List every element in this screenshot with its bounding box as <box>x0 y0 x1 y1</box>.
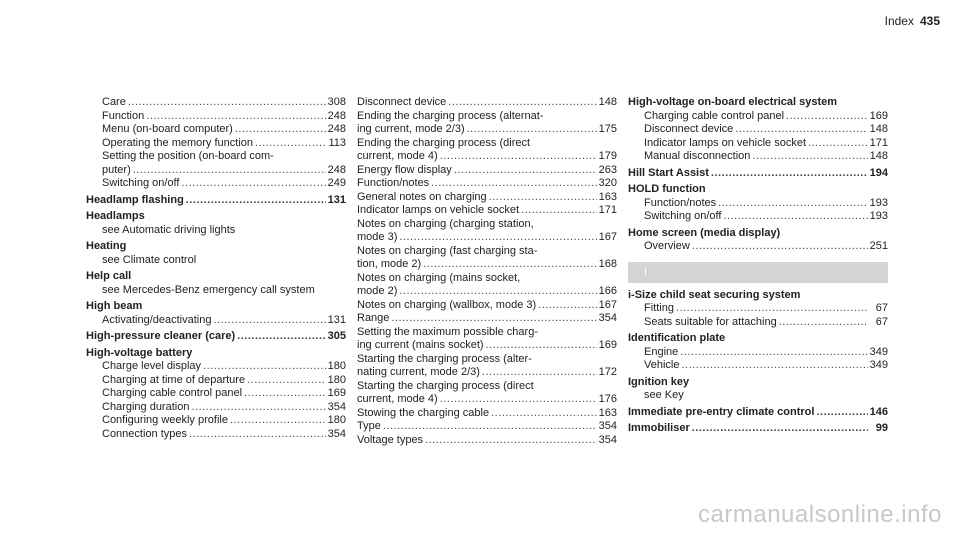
dot-leader <box>399 285 596 299</box>
entry-text: Help call <box>86 270 132 282</box>
index-entry <box>357 326 617 340</box>
entry-text: General notes on charging <box>357 190 487 203</box>
index-entry <box>357 299 617 313</box>
page-ref[interactable]: 251 <box>869 240 888 252</box>
dot-leader <box>189 428 326 442</box>
index-entry <box>628 240 888 254</box>
page-ref[interactable]: 169 <box>327 387 346 399</box>
index-entry <box>357 204 617 218</box>
index-column-2 <box>357 96 617 447</box>
index-heading <box>86 210 346 224</box>
dot-leader <box>247 374 326 388</box>
index-heading <box>628 289 888 303</box>
page-ref[interactable]: 354 <box>327 427 346 440</box>
page-ref[interactable]: 146 <box>869 405 888 418</box>
index-entry <box>357 164 617 178</box>
page-ref[interactable]: 354 <box>327 400 346 413</box>
page-number: 435 <box>919 14 940 28</box>
index-entry <box>86 164 346 178</box>
entry-text: see Climate control <box>102 253 197 266</box>
index-entry <box>86 414 346 428</box>
entry-text: Ignition key <box>628 375 690 388</box>
page-ref[interactable]: 354 <box>598 433 617 446</box>
dot-leader <box>808 137 868 151</box>
page-ref[interactable]: 148 <box>869 150 888 162</box>
entry-text: i-Size child seat securing system <box>628 288 801 301</box>
index-heading <box>628 332 888 346</box>
index-entry <box>86 360 346 374</box>
entry-text: Function/notes <box>357 177 430 189</box>
dot-leader <box>735 123 867 137</box>
index-column-1 <box>86 96 346 441</box>
entry-text: mode 3) <box>357 231 398 243</box>
dot-leader <box>718 197 867 211</box>
page-ref[interactable]: 167 <box>598 298 617 311</box>
entry-text: Function/notes <box>644 196 717 209</box>
dot-leader <box>752 150 867 164</box>
page-ref[interactable]: 180 <box>327 360 346 372</box>
dot-leader <box>440 393 597 407</box>
index-heading <box>86 330 346 344</box>
dot-leader <box>383 420 597 434</box>
index-heading <box>86 300 346 314</box>
index-entry <box>357 258 617 272</box>
entry-text: see Key <box>644 389 684 401</box>
index-entry <box>86 150 346 164</box>
entry-text: Starting the charging process (direct <box>357 379 534 392</box>
index-entry <box>628 150 888 164</box>
entry-text: High-voltage battery <box>86 346 193 359</box>
page-ref[interactable]: 131 <box>327 313 346 326</box>
watermark: carmanualsonline.info <box>698 501 942 528</box>
entry-text: High-voltage on-board electrical system <box>628 96 838 108</box>
page-ref[interactable]: 354 <box>598 312 617 324</box>
index-entry <box>86 401 346 415</box>
entry-text: Switching on/off <box>644 210 722 222</box>
entry-text: Manual disconnection <box>644 150 751 162</box>
dot-leader <box>779 316 868 330</box>
index-heading <box>628 183 888 197</box>
page-ref[interactable]: 176 <box>598 393 617 405</box>
dot-leader <box>244 387 326 401</box>
index-entry <box>628 316 888 330</box>
entry-text: see Automatic driving lights <box>102 223 236 236</box>
page-ref[interactable]: 172 <box>598 366 617 378</box>
entry-text: Charging duration <box>102 400 190 413</box>
entry-text: Operating the memory function <box>102 136 254 149</box>
dot-leader <box>491 407 597 421</box>
entry-text: Disconnect device <box>357 96 447 108</box>
dot-leader <box>128 96 326 110</box>
entry-text: High-pressure cleaner (care) <box>86 330 236 342</box>
entry-text: Charging cable control panel <box>644 109 785 122</box>
index-entry <box>86 254 346 268</box>
dot-leader <box>448 96 596 110</box>
page-ref[interactable]: 168 <box>598 258 617 270</box>
entry-text: Heating <box>86 240 127 252</box>
entry-text: Indicator lamps on vehicle socket <box>644 136 807 149</box>
index-entry <box>357 218 617 232</box>
entry-text: Notes on charging (fast charging sta- <box>357 244 538 257</box>
dot-leader <box>423 258 596 272</box>
entry-text: Ending the charging process (direct <box>357 136 531 149</box>
dot-leader <box>235 123 326 137</box>
dot-leader <box>133 164 326 178</box>
page-ref[interactable]: 349 <box>869 359 888 371</box>
entry-text: Immobiliser <box>628 422 690 434</box>
dot-leader <box>680 346 867 360</box>
index-entry <box>86 137 346 151</box>
entry-text: Home screen (media display) <box>628 226 781 239</box>
entry-text: current, mode 4) <box>357 393 438 405</box>
entry-text: ing current, mode 2/3) <box>357 123 465 135</box>
index-entry <box>357 380 617 394</box>
dot-leader <box>816 406 867 420</box>
dot-leader <box>711 167 868 181</box>
page-ref[interactable]: 167 <box>598 231 617 243</box>
entry-text: nating current, mode 2/3) <box>357 366 480 378</box>
entry-text: Connection types <box>102 427 187 440</box>
index-entry <box>357 123 617 137</box>
page-header <box>885 14 940 28</box>
index-heading <box>86 270 346 284</box>
entry-text: Care <box>102 96 126 108</box>
dot-leader <box>146 110 325 124</box>
entry-text: Indicator lamps on vehicle socket <box>357 204 520 216</box>
entry-text: Disconnect device <box>644 123 734 135</box>
entry-text: mode 2) <box>357 285 398 297</box>
entry-text: Type <box>357 420 381 432</box>
entry-text: Headlamps <box>86 210 145 222</box>
entry-text: High beam <box>86 300 143 312</box>
index-entry <box>628 302 888 316</box>
index-entry <box>628 210 888 224</box>
index-heading <box>86 240 346 254</box>
entry-text: Charging at time of departure <box>102 373 246 386</box>
index-entry <box>357 177 617 191</box>
index-entry <box>357 353 617 367</box>
dot-leader <box>237 330 325 344</box>
entry-text: tion, mode 2) <box>357 258 422 270</box>
entry-text: ing current (mains socket) <box>357 339 484 351</box>
entry-text: Charging cable control panel <box>102 387 243 399</box>
index-entry <box>357 245 617 259</box>
page-ref[interactable]: 171 <box>598 204 617 216</box>
page-ref[interactable]: 163 <box>598 190 617 203</box>
page-ref[interactable]: 249 <box>327 177 346 189</box>
index-entry <box>86 96 346 110</box>
index-entry <box>86 110 346 124</box>
page-ref[interactable]: 166 <box>598 285 617 297</box>
index-entry <box>86 123 346 137</box>
index-heading <box>628 422 888 436</box>
page-ref[interactable]: 99 <box>875 422 888 434</box>
entry-text: Voltage types <box>357 433 424 446</box>
index-entry <box>86 177 346 191</box>
index-entry <box>628 389 888 403</box>
entry-text: Notes on charging (charging station, <box>357 217 534 230</box>
entry-text: Energy flow display <box>357 163 452 176</box>
entry-text: Hill Start Assist <box>628 166 709 179</box>
page-ref[interactable]: 175 <box>598 123 617 135</box>
index-heading <box>628 376 888 390</box>
index-heading <box>86 194 346 208</box>
index-column-3 <box>628 96 888 436</box>
index-heading <box>628 167 888 181</box>
entry-text: Function <box>102 109 145 122</box>
dot-leader <box>203 360 326 374</box>
index-heading <box>628 227 888 241</box>
index-entry <box>86 428 346 442</box>
index-entry <box>357 434 617 448</box>
dot-leader <box>213 314 325 328</box>
page-ref[interactable]: 263 <box>598 163 617 176</box>
index-entry <box>357 312 617 326</box>
dot-leader <box>723 210 867 224</box>
index-entry <box>628 123 888 137</box>
page-ref[interactable]: 171 <box>869 136 888 149</box>
entry-text: Notes on charging (wallbox, mode 3) <box>357 298 537 311</box>
entry-text: Starting the charging process (alter- <box>357 352 532 365</box>
page-ref[interactable]: 67 <box>875 302 888 314</box>
dot-leader <box>391 312 596 326</box>
entry-text: Fitting <box>644 302 674 314</box>
page-ref[interactable]: 113 <box>328 136 346 149</box>
index-entry <box>357 137 617 151</box>
index-entry <box>357 96 617 110</box>
index-entry <box>357 366 617 380</box>
index-heading <box>628 96 888 110</box>
page-ref[interactable]: 320 <box>598 177 617 189</box>
page-ref[interactable]: 148 <box>869 123 888 135</box>
dot-leader <box>692 240 868 254</box>
entry-text: current, mode 4) <box>357 150 438 162</box>
index-entry <box>628 359 888 373</box>
entry-text: Engine <box>644 345 679 358</box>
entry-text: Ending the charging process (alternat- <box>357 109 544 122</box>
page-ref[interactable]: 308 <box>327 96 346 108</box>
dot-leader <box>181 177 325 191</box>
entry-text: Charge level display <box>102 360 202 372</box>
page-ref[interactable]: 148 <box>598 96 617 108</box>
section-letter-bar: I <box>628 262 888 283</box>
page-ref[interactable]: 349 <box>869 345 888 358</box>
page-ref[interactable]: 194 <box>869 166 888 179</box>
page-ref[interactable]: 169 <box>598 339 617 351</box>
index-heading <box>86 347 346 361</box>
dot-leader <box>431 177 596 191</box>
entry-text: Immediate pre-entry climate control <box>628 405 815 418</box>
page-ref[interactable]: 180 <box>327 414 346 426</box>
entry-text: Setting the position (on-board com- <box>102 150 274 162</box>
entry-text: Range <box>357 312 390 324</box>
entry-text: Seats suitable for attaching <box>644 315 777 328</box>
dot-leader <box>440 150 597 164</box>
index-heading <box>628 406 888 420</box>
dot-leader <box>692 422 868 436</box>
index-entry <box>357 231 617 245</box>
index-entry <box>628 346 888 360</box>
entry-text: Vehicle <box>644 359 680 371</box>
page-ref[interactable]: 354 <box>598 420 617 432</box>
entry-text: Menu (on-board computer) <box>102 123 233 135</box>
page-ref[interactable]: 248 <box>327 163 346 176</box>
entry-text: Overview <box>644 240 690 252</box>
index-entry <box>357 407 617 421</box>
dot-leader <box>454 164 597 178</box>
index-entry <box>357 272 617 286</box>
page-ref[interactable]: 131 <box>327 193 346 206</box>
entry-text: Notes on charging (mains socket, <box>357 271 521 284</box>
dot-leader <box>786 110 868 124</box>
entry-text: Switching on/off <box>102 177 180 189</box>
page-ref[interactable]: 180 <box>327 373 346 386</box>
entry-text: Activating/deactivating <box>102 313 212 326</box>
index-entry <box>357 285 617 299</box>
page-ref[interactable]: 248 <box>327 109 346 122</box>
entry-text: HOLD function <box>628 183 706 195</box>
index-group-h-continued <box>628 96 888 254</box>
entry-text: Headlamp flashing <box>86 193 184 206</box>
index-entry <box>357 110 617 124</box>
index-entry <box>628 137 888 151</box>
header-label: Index <box>884 14 914 28</box>
index-entry <box>357 339 617 353</box>
dot-leader <box>676 302 868 316</box>
entry-text: Stowing the charging cable <box>357 406 490 419</box>
dot-leader <box>255 137 326 151</box>
entry-text: puter) <box>102 163 131 176</box>
index-entry <box>357 191 617 205</box>
index-entry <box>86 387 346 401</box>
dot-leader <box>482 366 597 380</box>
page-ref[interactable]: 67 <box>875 315 888 328</box>
entry-text: Configuring weekly profile <box>102 414 228 426</box>
entry-text: see Mercedes-Benz emergency call system <box>102 283 315 296</box>
page-ref[interactable]: 169 <box>869 109 888 122</box>
page-ref[interactable]: 193 <box>869 210 888 222</box>
index-entry <box>357 420 617 434</box>
index-entry <box>86 314 346 328</box>
dot-leader <box>486 339 597 353</box>
dot-leader <box>538 299 596 313</box>
entry-text: Setting the maximum possible charg- <box>357 325 538 338</box>
dot-leader <box>191 401 325 415</box>
page-ref[interactable]: 248 <box>327 123 346 135</box>
page-ref[interactable]: 179 <box>598 150 617 162</box>
index-entry <box>628 197 888 211</box>
index-entry <box>357 150 617 164</box>
dot-leader <box>230 414 326 428</box>
index-entry <box>86 374 346 388</box>
dot-leader <box>186 194 326 208</box>
index-entry <box>357 393 617 407</box>
entry-text: Identification plate <box>628 332 726 344</box>
index-entry <box>86 224 346 238</box>
index-group-i <box>628 289 888 436</box>
page-ref[interactable]: 305 <box>327 330 346 342</box>
page-ref[interactable]: 163 <box>598 406 617 419</box>
dot-leader <box>399 231 596 245</box>
dot-leader <box>467 123 597 137</box>
page-ref[interactable]: 193 <box>869 196 888 209</box>
index-entry <box>86 284 346 298</box>
dot-leader <box>489 191 597 205</box>
dot-leader <box>425 434 597 448</box>
dot-leader <box>521 204 597 218</box>
dot-leader <box>681 359 867 373</box>
index-entry <box>628 110 888 124</box>
